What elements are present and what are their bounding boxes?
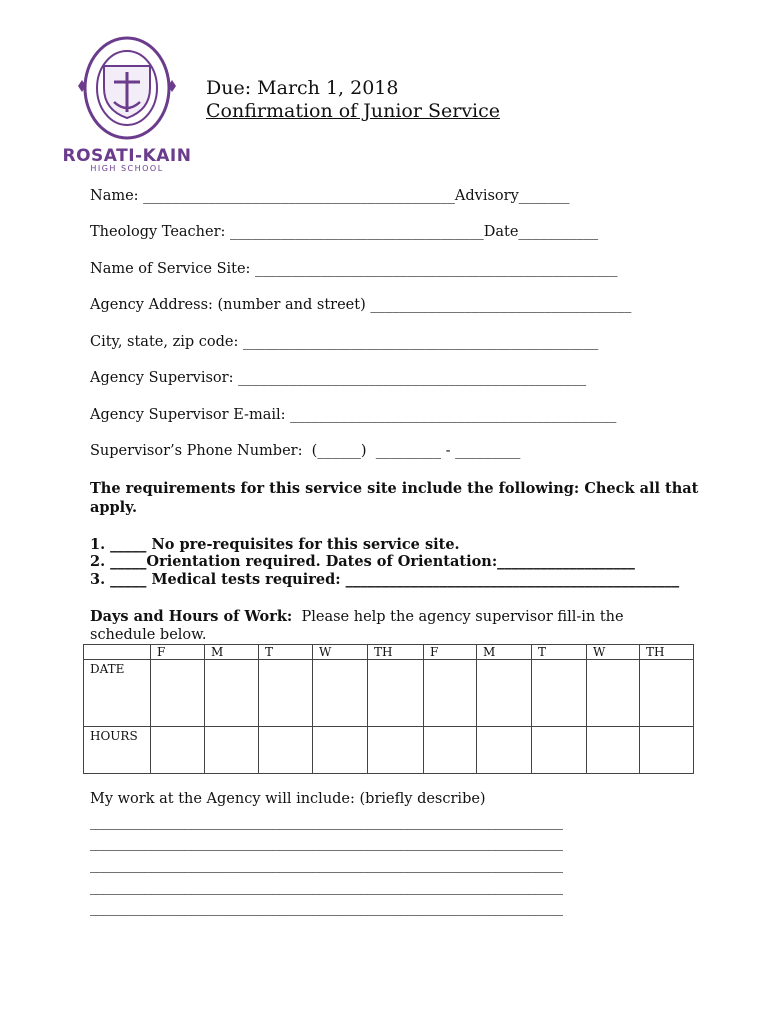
agency-address-field[interactable]: Agency Address: (number and street) ____________________________________ [90,297,632,313]
due-date: Due: March 1, 2018 [206,77,399,99]
date-cell[interactable] [368,660,424,727]
work-description-line[interactable]: ______________________________________________________________________ [90,900,563,916]
date-cell[interactable] [424,660,477,727]
service-site-field[interactable]: Name of Service Site: __________________________________________________ [90,261,618,277]
day-header: W [313,645,368,660]
work-description-line[interactable]: ______________________________________________________________________ [90,879,563,895]
hours-cell[interactable] [151,727,205,774]
schedule-corner-cell [84,645,151,660]
schedule-header-row [84,645,694,660]
work-description-line[interactable]: ______________________________________________________________________ [90,857,563,873]
schedule-label-cont: schedule below. [90,627,207,643]
logo-name: ROSATI-KAIN [62,146,192,166]
day-header: M [477,645,532,660]
theology-teacher-field[interactable]: Theology Teacher: ___________________________________Date___________ [90,224,599,240]
requirement-item-2[interactable]: 2. _____Orientation required. Dates of Orientation:___________________ [90,553,635,570]
supervisor-email-field[interactable]: Agency Supervisor E-mail: _____________________________________________ [90,407,617,423]
day-header: TH [640,645,694,660]
city-state-zip-field[interactable]: City, state, zip code: _________________________________________________ [90,334,599,350]
day-header: T [259,645,313,660]
hours-cell[interactable] [587,727,640,774]
hours-cell[interactable] [477,727,532,774]
schedule-label [90,608,624,625]
date-cell[interactable] [587,660,640,727]
hours-row-label: HOURS [84,727,151,774]
schedule-label-rest: Please help the agency supervisor fill-in the [292,609,624,625]
day-header: W [587,645,640,660]
date-cell[interactable] [640,660,694,727]
day-header: F [424,645,477,660]
hours-cell[interactable] [205,727,259,774]
schedule-hours-row [84,727,694,774]
schedule-date-row [84,660,694,727]
day-header: F [151,645,205,660]
hours-cell[interactable] [424,727,477,774]
name-field[interactable]: Name: ___________________________________________Advisory_______ [90,188,570,204]
hours-cell[interactable] [640,727,694,774]
page-title: Confirmation of Junior Service [206,100,501,122]
work-description-label: My work at the Agency will include: (briefly describe) [90,791,486,807]
requirement-item-1[interactable]: 1. _____ No pre-requisites for this service site. [90,536,460,553]
supervisor-phone-field[interactable]: Supervisor’s Phone Number: (______) _________ - _________ [90,443,521,459]
hours-cell[interactable] [313,727,368,774]
day-header: T [532,645,587,660]
date-cell[interactable] [205,660,259,727]
work-description-line[interactable]: ______________________________________________________________________ [90,814,563,830]
hours-cell[interactable] [368,727,424,774]
requirements-heading-cont: apply. [90,499,137,516]
hours-cell[interactable] [259,727,313,774]
requirements-heading: The requirements for this service site include the following: Check all that [90,480,699,497]
day-header: TH [368,645,424,660]
requirement-item-3[interactable]: 3. _____ Medical tests required: ______________________________________________ [90,571,680,588]
date-row-label: DATE [84,660,151,727]
day-header: M [205,645,259,660]
date-cell[interactable] [532,660,587,727]
logo-subtitle: HIGH SCHOOL [90,164,164,173]
schedule-table [83,644,694,774]
agency-supervisor-field[interactable]: Agency Supervisor: ________________________________________________ [90,370,587,386]
date-cell[interactable] [477,660,532,727]
date-cell[interactable] [313,660,368,727]
hours-cell[interactable] [532,727,587,774]
date-cell[interactable] [259,660,313,727]
school-crest-icon [52,36,202,148]
work-description-line[interactable]: ______________________________________________________________________ [90,835,563,851]
schedule-label-bold: Days and Hours of Work: [90,608,293,625]
date-cell[interactable] [151,660,205,727]
school-logo [52,36,202,176]
